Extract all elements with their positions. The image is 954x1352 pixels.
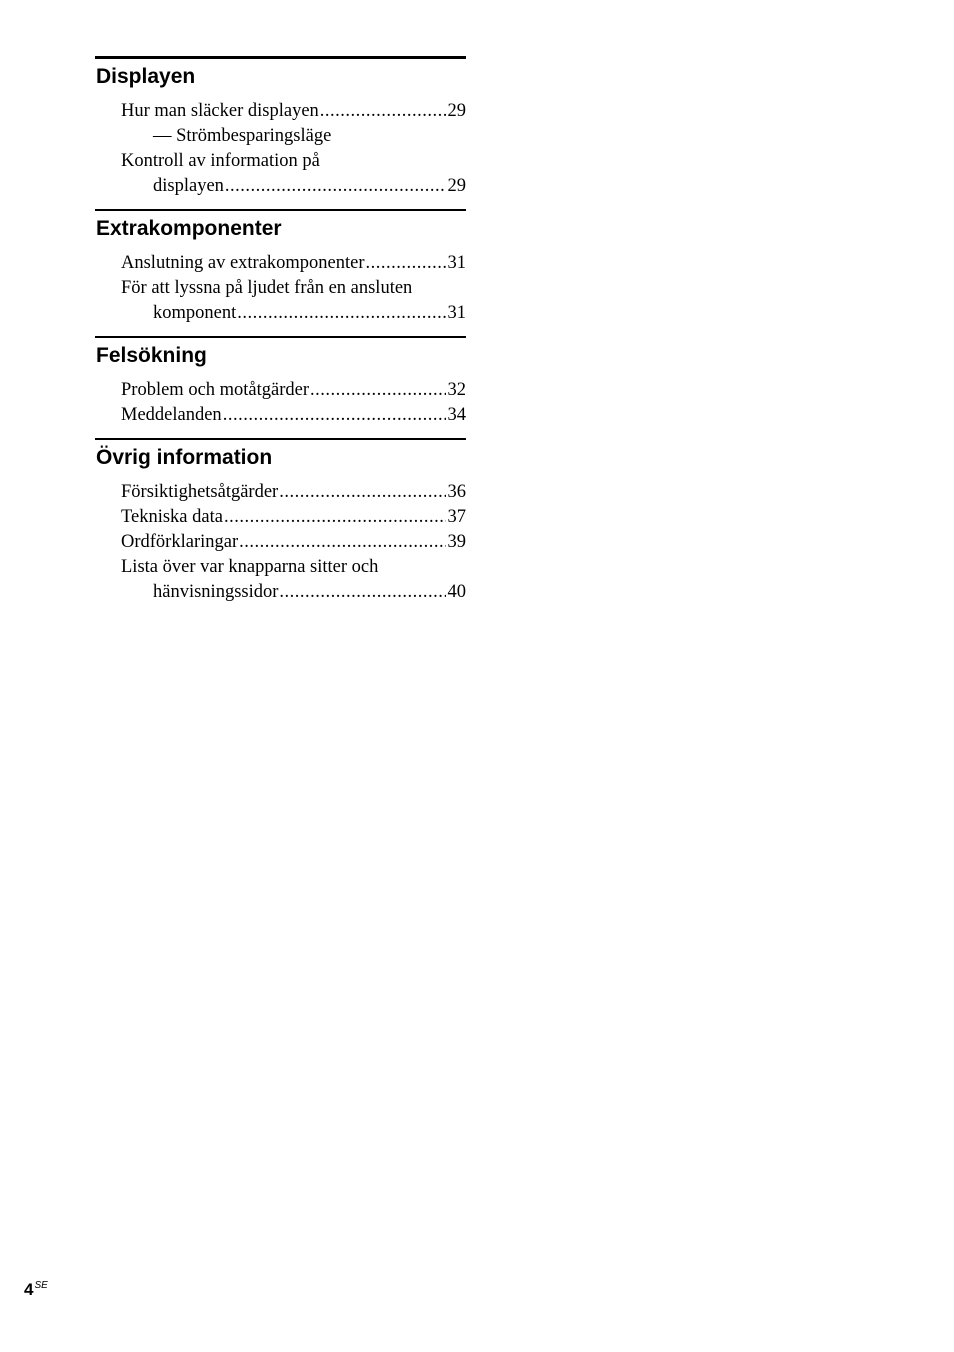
entry-list [95, 99, 466, 199]
page-number: 36 [447, 482, 466, 502]
toc-entry[interactable] [121, 149, 466, 174]
toc-section-felsokning [95, 336, 466, 428]
dot-leader [366, 251, 446, 276]
section-title: Displayen [96, 65, 196, 88]
entry-text: hänvisningssidor [153, 582, 279, 602]
dot-leader [239, 530, 445, 555]
section-rule [95, 56, 466, 99]
entry-text: Ordförklaringar [121, 532, 239, 552]
toc-entry-continuation[interactable] [121, 301, 466, 326]
entry-text: Kontroll av information på [121, 151, 320, 171]
section-rule [95, 209, 466, 251]
folio-suffix: SE [34, 1280, 48, 1291]
entry-list [95, 480, 466, 605]
dot-leader [320, 99, 446, 124]
page-number: 34 [447, 405, 466, 425]
table-of-contents [95, 56, 466, 615]
entry-text: Lista över var knapparna sitter och [121, 557, 379, 577]
dot-leader [310, 378, 445, 403]
page-number: 32 [447, 380, 466, 400]
dot-leader [237, 301, 445, 326]
toc-entry-continuation[interactable] [121, 174, 466, 199]
toc-section-ovrig-information [95, 438, 466, 605]
entry-text: komponent [153, 303, 237, 323]
folio-number: 4 [24, 1280, 34, 1299]
toc-entry[interactable] [121, 276, 466, 301]
dot-leader [279, 580, 445, 605]
page-number: 40 [447, 582, 466, 602]
page-number: 29 [447, 176, 466, 196]
dot-leader [223, 403, 446, 428]
entry-text: Meddelanden [121, 405, 222, 425]
entry-list [95, 251, 466, 326]
section-title: Felsökning [96, 344, 207, 367]
page-number: 39 [447, 532, 466, 552]
entry-text: — Strömbesparingsläge [153, 126, 332, 146]
toc-entry[interactable] [121, 403, 466, 428]
section-title: Extrakomponenter [96, 217, 282, 240]
page-number: 37 [447, 507, 466, 527]
entry-text: Anslutning av extrakomponenter [121, 253, 365, 273]
page-number: 31 [447, 253, 466, 273]
entry-text: Problem och motåtgärder [121, 380, 310, 400]
toc-entry[interactable] [121, 530, 466, 555]
section-rule [95, 438, 466, 480]
entry-list [95, 378, 466, 428]
toc-entry[interactable] [121, 99, 466, 124]
page-number: 29 [447, 101, 466, 121]
toc-entry[interactable] [121, 480, 466, 505]
toc-section-extrakomponenter [95, 209, 466, 326]
entry-text: Hur man släcker displayen [121, 101, 319, 121]
toc-entry[interactable] [121, 505, 466, 530]
entry-text: Försiktighetsåtgärder [121, 482, 279, 502]
dot-leader [224, 505, 446, 530]
entry-text: För att lyssna på ljudet från en ansluten [121, 278, 413, 298]
entry-text: Tekniska data [121, 507, 223, 527]
toc-entry-continuation [121, 124, 466, 149]
toc-entry[interactable] [121, 378, 466, 403]
entry-text: displayen [153, 176, 224, 196]
dot-leader [279, 480, 445, 505]
toc-entry[interactable] [121, 555, 466, 580]
dot-leader [225, 174, 446, 199]
toc-entry[interactable] [121, 251, 466, 276]
section-rule [95, 336, 466, 378]
section-title: Övrig information [96, 446, 273, 469]
toc-section-displayen [95, 56, 466, 199]
page-folio [24, 1280, 48, 1300]
page-number: 31 [447, 303, 466, 323]
toc-entry-continuation[interactable] [121, 580, 466, 605]
